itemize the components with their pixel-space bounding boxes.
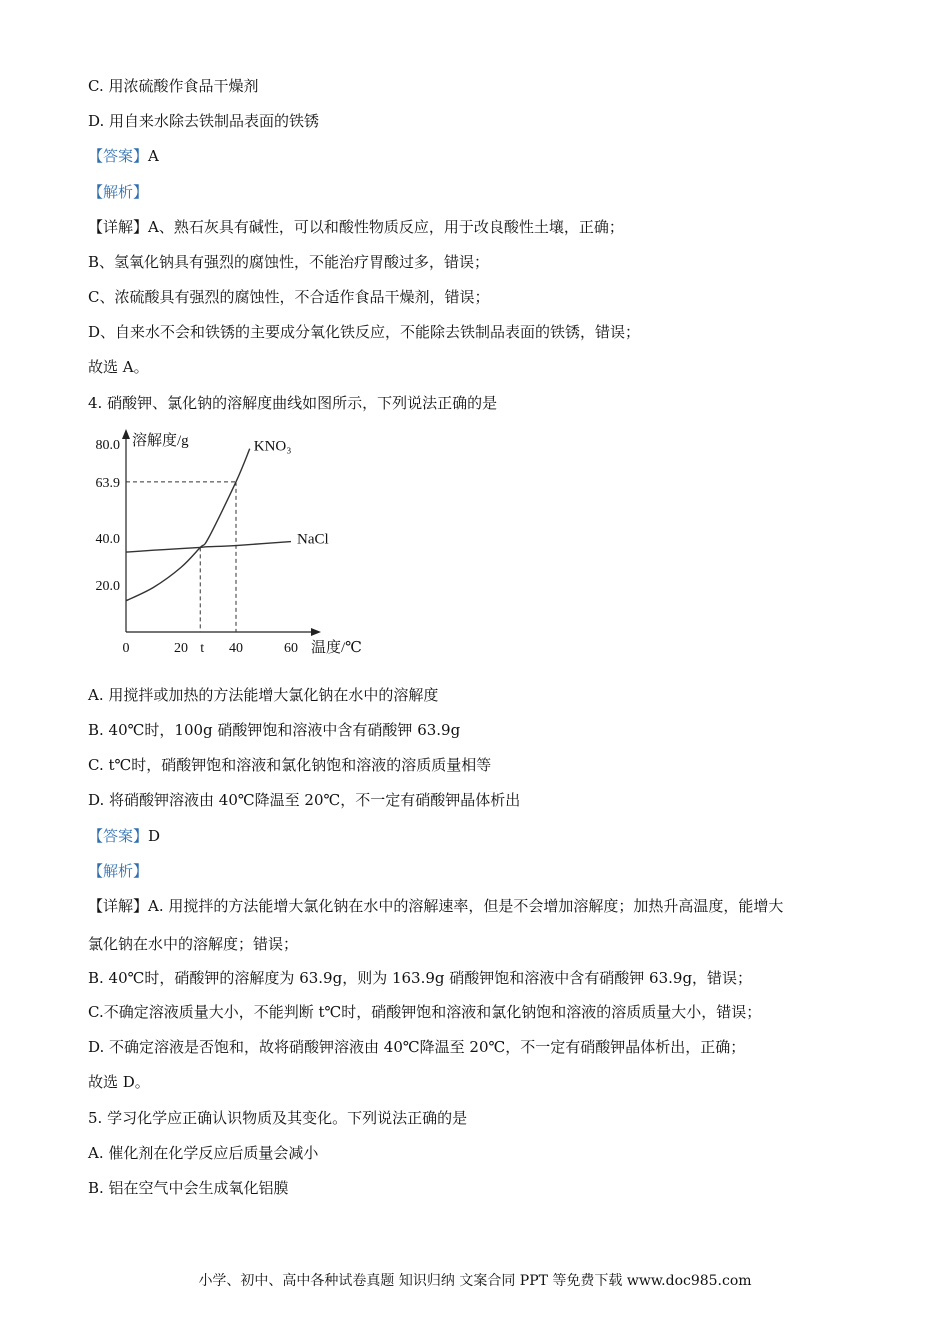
answer-tag: 【答案】 [88, 827, 149, 845]
x-tick-label: t [200, 641, 205, 656]
q4-detail-d: D. 不确定溶液是否饱和，故将硝酸钾溶液由 40℃降温至 20℃，不一定有硝酸钾晶体析出，正确； [88, 1038, 746, 1056]
solubility-chart [88, 425, 378, 665]
detail-text: A、熟石灰具有碱性，可以和酸性物质反应，用于改良酸性土壤，正确； [148, 218, 624, 236]
x-tick-label: 0 [122, 641, 130, 656]
q3-detail-a [88, 217, 624, 237]
q3-answer [88, 146, 159, 166]
q5-option-a: A. 催化剂在化学反应后质量会减小 [88, 1144, 319, 1162]
q3-option-d: D. 用自来水除去铁制品表面的铁锈 [88, 112, 320, 130]
q3-detail-d: D、自来水不会和铁锈的主要成分氧化铁反应，不能除去铁制品表面的铁锈，错误； [88, 323, 641, 341]
q3-option-c: C. 用浓硫酸作食品干燥剂 [88, 77, 259, 95]
q3-conclusion: 故选 A。 [88, 358, 149, 376]
x-tick-label: 40 [229, 641, 243, 656]
y-tick-label: 20.0 [95, 579, 120, 594]
q4-detail-b: B. 40℃时，硝酸钾的溶解度为 63.9g，则为 163.9g 硝酸钾饱和溶液中含有硝酸钾 63.9g，错误； [88, 969, 753, 987]
y-tick-label: 80.0 [95, 438, 120, 453]
answer-value: A [148, 147, 159, 165]
q3-detail-b: B、氢氧化钠具有强烈的腐蚀性，不能治疗胃酸过多，错误； [88, 253, 490, 271]
x-tick-label: 60 [284, 641, 298, 656]
nacl-label: NaCl [297, 531, 329, 548]
q4-detail-c: C.不确定溶液质量大小，不能判断 t℃时，硝酸钾饱和溶液和氯化钠饱和溶液的溶质质量大小，错误； [88, 1003, 762, 1021]
x-tick-label: 20 [174, 641, 188, 656]
q3-analysis-tag: 【解析】 [88, 183, 149, 201]
q4-option-d: D. 将硝酸钾溶液由 40℃降温至 20℃，不一定有硝酸钾晶体析出 [88, 791, 521, 809]
q4-option-a: A. 用搅拌或加热的方法能增大氯化钠在水中的溶解度 [88, 686, 439, 704]
y-axis-label: 溶解度/g [132, 433, 189, 449]
q4-conclusion: 故选 D。 [88, 1073, 150, 1091]
nacl-curve [126, 542, 291, 553]
x-axis-label: 温度/℃ [311, 640, 362, 656]
q5-option-b: B. 铝在空气中会生成氧化铝膜 [88, 1179, 289, 1197]
kno3-label: KNO₃ [253, 438, 292, 455]
q4-stem: 4. 硝酸钾、氯化钠的溶解度曲线如图所示，下列说法正确的是 [88, 394, 498, 412]
x-axis-arrow [311, 628, 321, 636]
detail-text: A. 用搅拌的方法能增大氯化钠在水中的溶解速率，但是不会增加溶解度；加热升高温度，能增大 [148, 897, 784, 915]
page-footer: 小学、初中、高中各种试卷真题 知识归纳 文案合同 PPT 等免费下载 www.doc985.com [198, 1273, 752, 1289]
q4-analysis-tag: 【解析】 [88, 862, 149, 880]
q4-option-c: C. t℃时，硝酸钾饱和溶液和氯化钠饱和溶液的溶质质量相等 [88, 756, 492, 774]
kno3-curve [126, 449, 250, 601]
answer-tag: 【答案】 [88, 147, 149, 165]
y-tick-label: 63.9 [95, 475, 120, 491]
q3-detail-c: C、浓硫酸具有强烈的腐蚀性，不合适作食品干燥剂，错误； [88, 288, 490, 306]
q5-stem: 5. 学习化学应正确认识物质及其变化。下列说法正确的是 [88, 1109, 468, 1127]
detail-tag: 【详解】 [88, 218, 149, 236]
q4-detail-a2: 氯化钠在水中的溶解度；错误； [88, 935, 299, 953]
y-axis-arrow [122, 429, 130, 439]
q4-option-b: B. 40℃时，100g 硝酸钾饱和溶液中含有硝酸钾 63.9g [88, 721, 461, 739]
q4-answer [88, 826, 160, 846]
y-tick-label: 40.0 [95, 532, 120, 547]
answer-value: D [148, 827, 161, 845]
q4-detail-a1 [88, 896, 783, 916]
detail-tag: 【详解】 [88, 897, 149, 915]
